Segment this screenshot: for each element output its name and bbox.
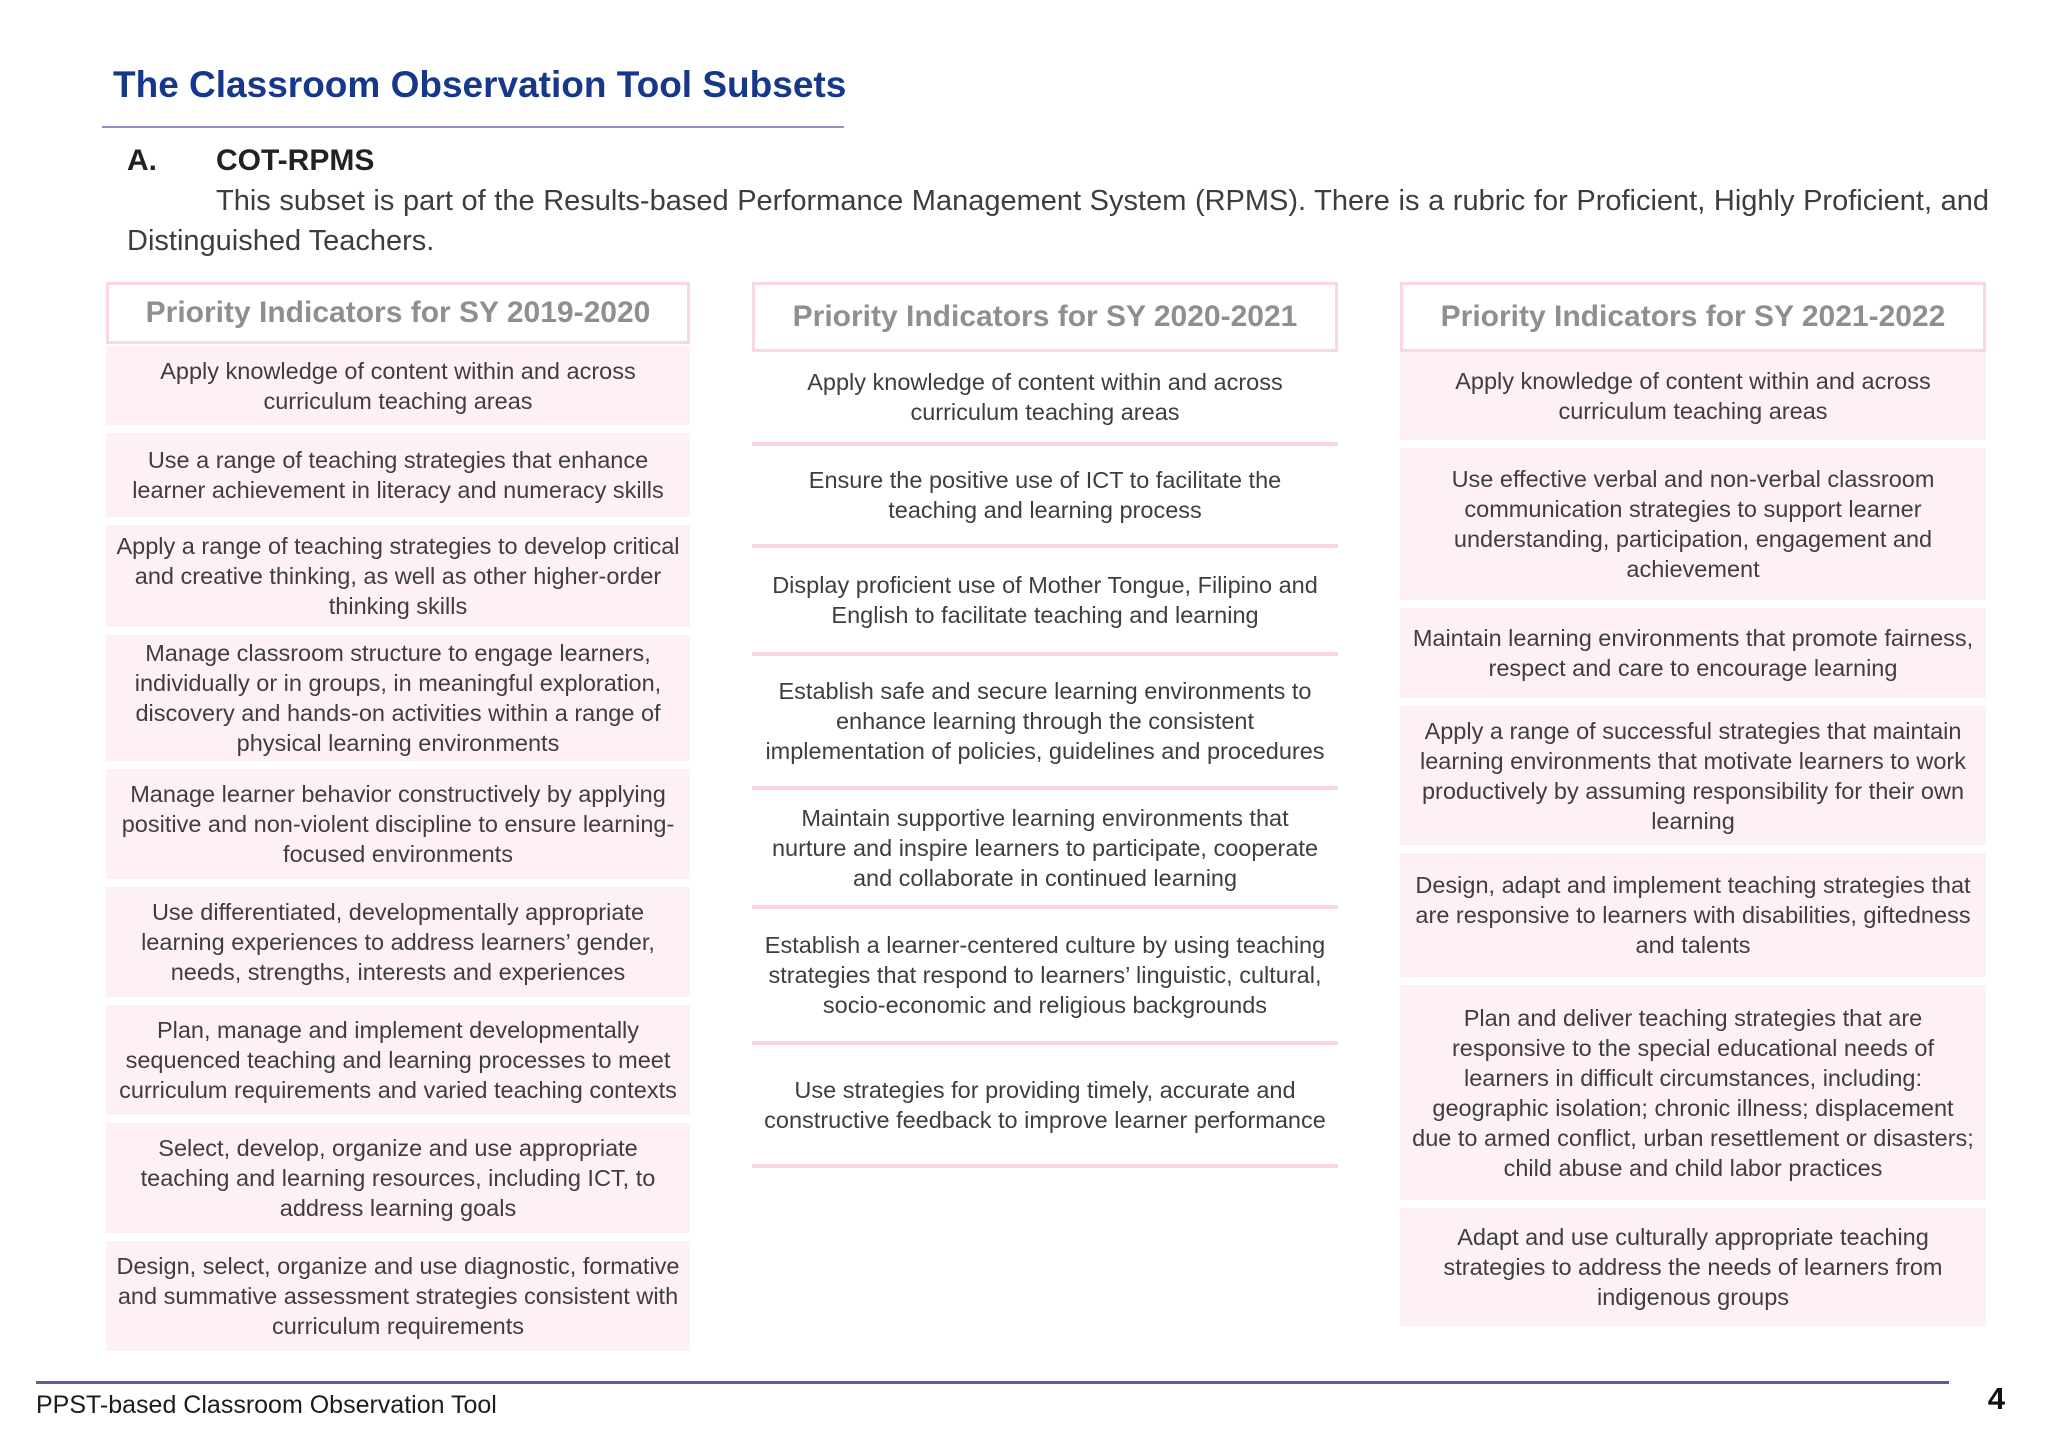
indicator-cell: Apply a range of successful strategies that maintain learning environments that motivate learners to work productively by assuming responsibility for their own learning (1400, 706, 1986, 845)
title-underline (102, 126, 844, 128)
indicator-cell: Use differentiated, developmentally appropriate learning experiences to address learners’ gender, needs, strengths, interests and experiences (106, 887, 690, 997)
indicator-cell: Design, adapt and implement teaching strategies that are responsive to learners with disabilities, giftedness and talents (1400, 853, 1986, 977)
page-title: The Classroom Observation Tool Subsets (113, 64, 847, 105)
indicator-cell: Apply knowledge of content within and across curriculum teaching areas (106, 346, 690, 425)
column-sy-2019-2020 (106, 282, 690, 1351)
indicator-cell: Establish a learner-centered culture by using teaching strategies that respond to learners’ linguistic, cultural, socio-economic and religious backgrounds (752, 909, 1338, 1045)
section-title: COT-RPMS (216, 144, 375, 177)
indicator-cell: Establish safe and secure learning environments to enhance learning through the consistent implementation of policies, guidelines and procedures (752, 656, 1338, 790)
indicator-cell: Adapt and use culturally appropriate teaching strategies to address the needs of learners from indigenous groups (1400, 1208, 1986, 1326)
page-number: 4 (1987, 1381, 2005, 1416)
indicator-cell: Select, develop, organize and use appropriate teaching and learning resources, including ICT, to address learning goals (106, 1123, 690, 1233)
section-heading (127, 144, 374, 178)
footer-rule (36, 1381, 1949, 1384)
indicator-cell: Manage learner behavior constructively by applying positive and non-violent discipline to ensure learning-focused environments (106, 769, 690, 879)
indicator-cell: Maintain supportive learning environments that nurture and inspire learners to participate, cooperate and collaborate in continued learning (752, 790, 1338, 909)
section-label: A. (127, 144, 157, 177)
indicator-cell: Display proficient use of Mother Tongue, Filipino and English to facilitate teaching and learning (752, 548, 1338, 656)
indicator-cell: Use strategies for providing timely, accurate and constructive feedback to improve learner performance (752, 1045, 1338, 1168)
indicator-cell: Plan and deliver teaching strategies that are responsive to the special educational needs of learners in difficult circumstances, including: geographic isolation; chronic illness; displacement due to armed conflict, urban resettlement or disasters; child abuse and child labor practices (1400, 985, 1986, 1200)
intro-paragraph: This subset is part of the Results-based Performance Management System (RPMS). There is a rubric for Proficient, Highly Proficient, and Distinguished Teachers. (127, 185, 1989, 257)
indicator-cell: Manage classroom structure to engage learners, individually or in groups, in meaningful exploration, discovery and hands-on activities within a range of physical learning environments (106, 635, 690, 761)
indicator-cell: Maintain learning environments that promote fairness, respect and care to encourage learning (1400, 608, 1986, 698)
indicator-cell: Apply knowledge of content within and across curriculum teaching areas (1400, 352, 1986, 440)
column-header: Priority Indicators for SY 2019-2020 (106, 282, 690, 344)
column-header: Priority Indicators for SY 2021-2022 (1400, 282, 1986, 352)
footer-text: PPST-based Classroom Observation Tool (36, 1391, 497, 1419)
indicator-cell: Plan, manage and implement developmentally sequenced teaching and learning processes to meet curriculum requirements and varied teaching contexts (106, 1005, 690, 1115)
column-sy-2020-2021 (752, 282, 1338, 1168)
indicator-cell: Use a range of teaching strategies that enhance learner achievement in literacy and numeracy skills (106, 433, 690, 517)
indicator-cell: Apply knowledge of content within and across curriculum teaching areas (752, 352, 1338, 446)
column-sy-2021-2022 (1400, 282, 1986, 1326)
indicator-cell: Ensure the positive use of ICT to facilitate the teaching and learning process (752, 446, 1338, 548)
indicator-cell: Use effective verbal and non-verbal classroom communication strategies to support learner understanding, participation, engagement and achievement (1400, 448, 1986, 600)
indicator-cell: Design, select, organize and use diagnostic, formative and summative assessment strategies consistent with curriculum requirements (106, 1241, 690, 1351)
indicator-cell: Apply a range of teaching strategies to develop critical and creative thinking, as well as other higher-order thinking skills (106, 525, 690, 627)
column-header: Priority Indicators for SY 2020-2021 (752, 282, 1338, 352)
